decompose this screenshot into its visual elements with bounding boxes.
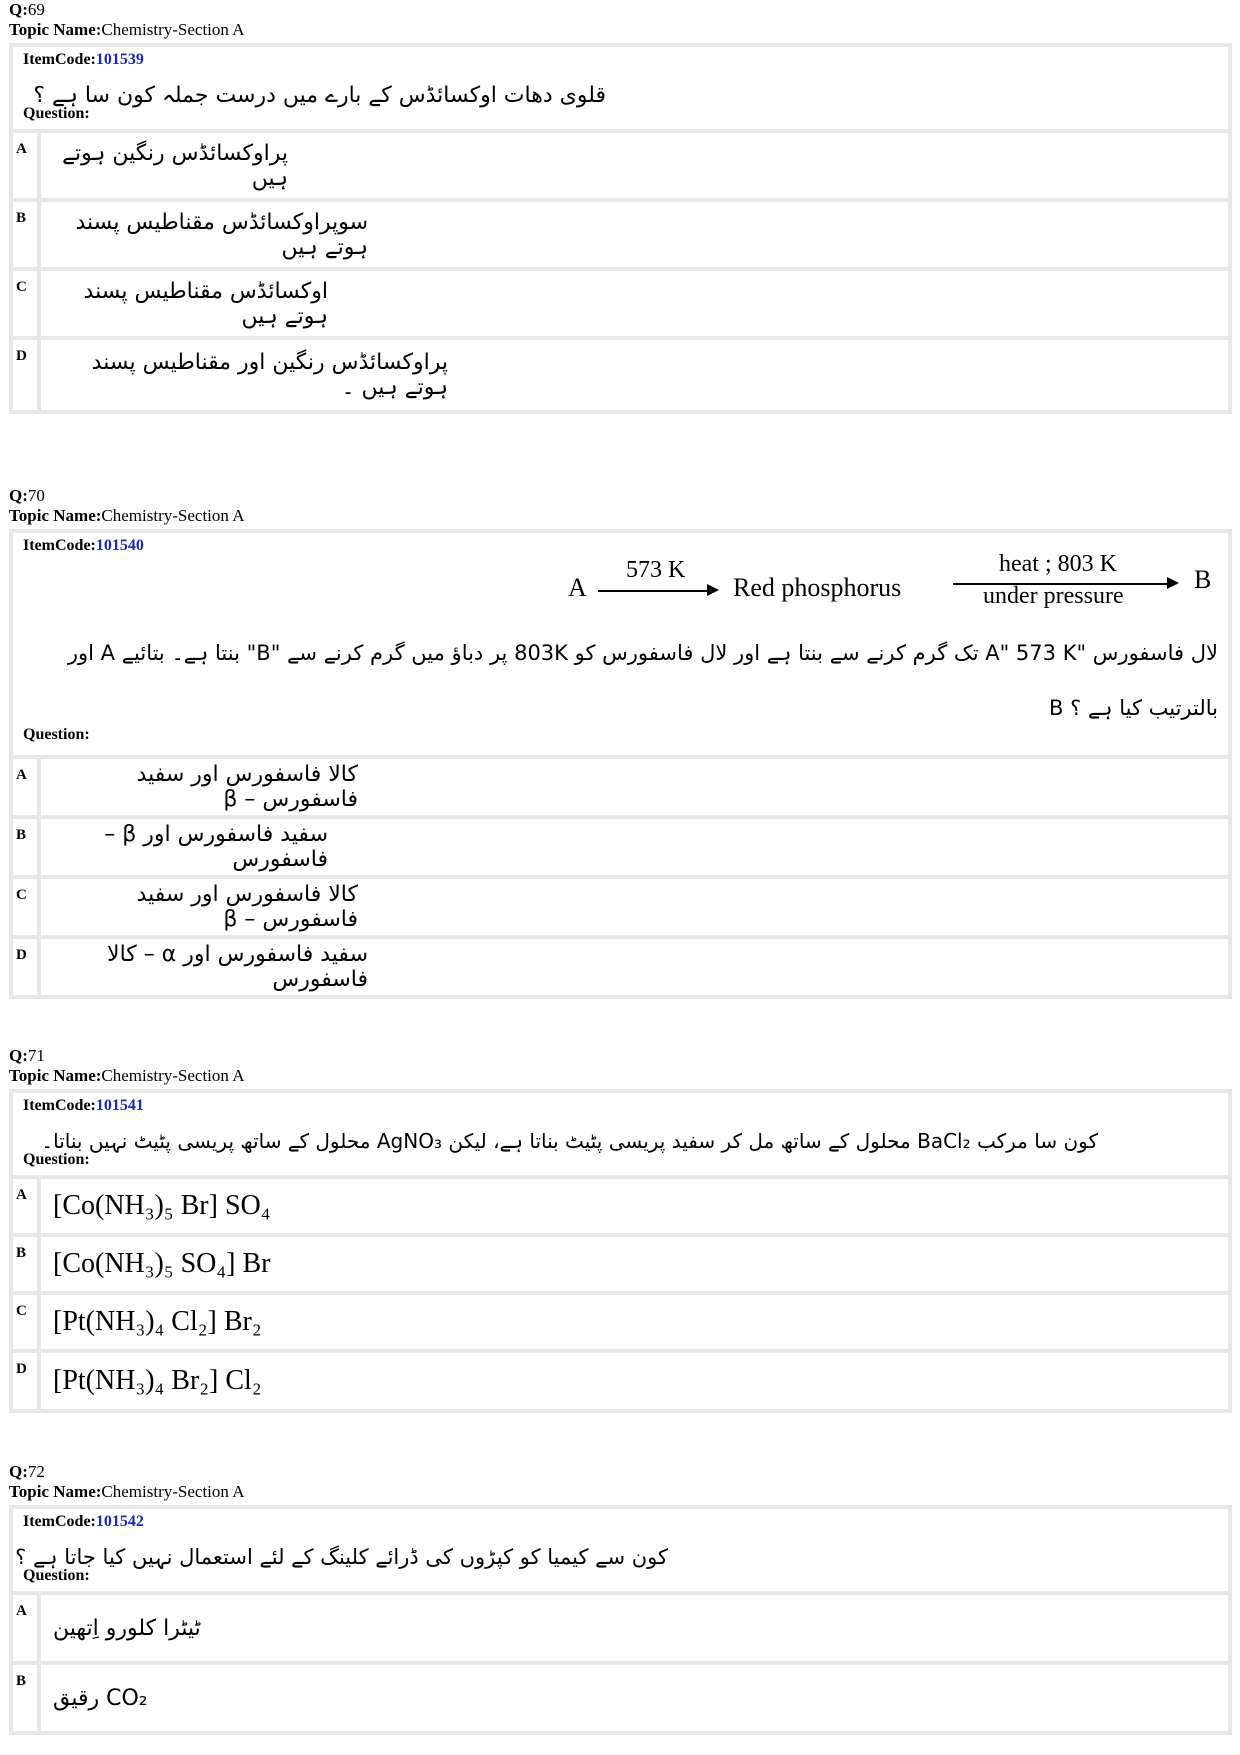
question-number: Q:69 (9, 0, 45, 19)
item-code: ItemCode:101542 (23, 1513, 144, 1530)
topic-name: Topic Name:Chemistry-Section A (9, 1482, 245, 1501)
question-number: Q:72 (9, 1462, 45, 1481)
question-label: Question: (23, 105, 90, 122)
question-card (9, 529, 1232, 999)
question-card (9, 43, 1232, 414)
option-a[interactable]: A کالا فاسفورس اور سفید فاسفورس – β (13, 759, 1228, 819)
question-text-line-2: B بالترتیب کیا ہے ؟ (1049, 696, 1218, 720)
option-b[interactable]: B [Co(NH₃)₅ SO₄] Br (13, 1237, 1228, 1295)
equation-condition-1: 573 K (626, 557, 686, 583)
question-card (9, 1089, 1232, 1413)
formula-text: [Pt(NH₃)₄ Cl₂] Br₂ (53, 1306, 262, 1337)
question-label: Question: (23, 1151, 90, 1168)
option-c[interactable]: C اوکسائڈس مقناطیس پسند ہوتے ہیں (13, 271, 1228, 340)
formula-text: [Co(NH₃)₅ SO₄] Br (53, 1248, 271, 1279)
option-d[interactable]: D پراوکسائڈس رنگین اور مقناطیس پسند ہوتے ہیں ۔ (13, 340, 1228, 410)
arrow-head-icon (707, 584, 719, 596)
question-number: Q:71 (9, 1046, 45, 1065)
question-cell (13, 1509, 1228, 1595)
option-c[interactable]: C [Pt(NH₃)₄ Cl₂] Br₂ (13, 1295, 1228, 1353)
item-code: ItemCode:101540 (23, 537, 144, 554)
question-block-70 (9, 486, 1232, 999)
option-a[interactable]: A پراوکسائڈس رنگین ہوتے ہیں (13, 133, 1228, 202)
equation-intermediate: Red phosphorus (733, 573, 902, 602)
topic-name: Topic Name:Chemistry-Section A (9, 1066, 245, 1085)
equation-condition-2-bottom: under pressure (983, 583, 1124, 609)
reaction-arrow-1 (598, 590, 710, 592)
option-b[interactable]: B سفید فاسفورس اور β – فاسفورس (13, 819, 1228, 879)
question-text: کون سا مرکب BaCl₂ محلول کے ساتھ مل کر سفید پریسی پٹیٹ بناتا ہے، لیکن AgNO₃ محلول کے ساتھ پریسی پٹیٹ نہیں بناتا۔ (41, 1129, 1098, 1153)
equation-reactant: A (568, 573, 587, 602)
question-block-71 (9, 1046, 1232, 1413)
question-cell (13, 47, 1228, 133)
item-code: ItemCode:101541 (23, 1097, 144, 1114)
question-number: Q:70 (9, 486, 45, 505)
formula-text: [Co(NH₃)₅ Br] SO₄ (53, 1190, 271, 1221)
question-card (9, 1505, 1232, 1735)
option-a[interactable]: A [Co(NH₃)₅ Br] SO₄ (13, 1179, 1228, 1237)
option-a[interactable]: A ٹیٹرا کلورو اِتھین (13, 1595, 1228, 1665)
item-code: ItemCode:101539 (23, 51, 144, 68)
arrow-head-icon (1167, 577, 1179, 589)
option-d[interactable]: D سفید فاسفورس اور α – کالا فاسفورس (13, 939, 1228, 995)
option-b[interactable]: B CO₂ رقیق (13, 1665, 1228, 1731)
question-block-72 (9, 1462, 1232, 1735)
option-d[interactable]: D [Pt(NH₃)₄ Br₂] Cl₂ (13, 1353, 1228, 1409)
question-block-69 (9, 0, 1232, 414)
formula-text: [Pt(NH₃)₄ Br₂] Cl₂ (53, 1365, 262, 1396)
topic-name: Topic Name:Chemistry-Section A (9, 506, 245, 525)
option-b[interactable]: B سوپراوکسائڈس مقناطیس پسند ہوتے ہیں (13, 202, 1228, 271)
question-text: قلوی دھات اوکسائڈس کے بارے میں درست جملہ کون سا ہے ؟ (33, 83, 606, 108)
equation-condition-2-top: heat ; 803 K (999, 551, 1117, 577)
question-cell (13, 533, 1228, 759)
option-c[interactable]: C کالا فاسفورس اور سفید فاسفورس – β (13, 879, 1228, 939)
question-label: Question: (23, 726, 90, 743)
question-cell (13, 1093, 1228, 1179)
topic-name: Topic Name:Chemistry-Section A (9, 20, 245, 39)
question-text: کون سے کیمیا کو کپڑوں کی ڈرائے کلینگ کے لئے استعمال نہیں کیا جاتا ہے ؟ (15, 1545, 668, 1569)
question-label: Question: (23, 1567, 90, 1584)
equation-product: B (1194, 565, 1212, 594)
question-text-line-1: لال فاسفورس "A" 573 K تک گرم کرنے سے بنتا ہے اور لال فاسفورس کو 803K پر دباؤ میں گرم کرنے سے "B" بنتا ہے۔ بتائیے A اور (67, 641, 1218, 665)
